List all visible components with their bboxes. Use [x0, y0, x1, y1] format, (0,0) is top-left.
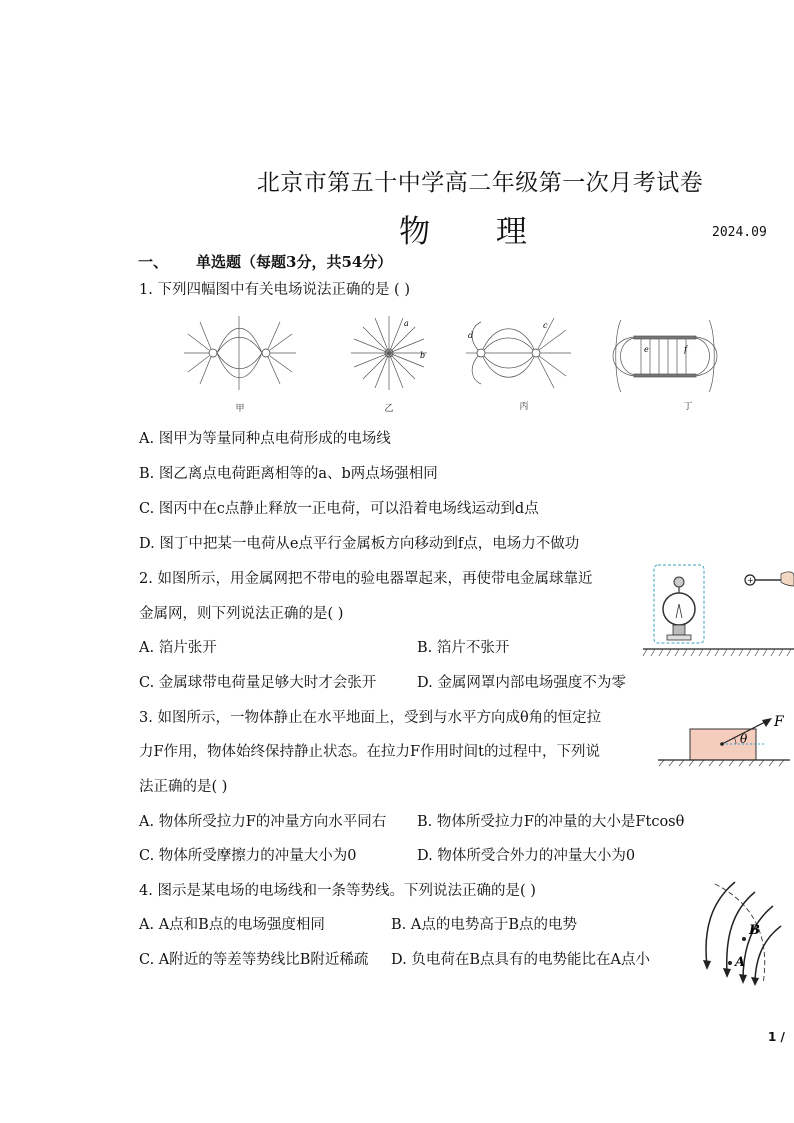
point-b-label: B [749, 923, 760, 938]
q1-option-b: B. 图乙离点电荷距离相等的a、b两点场强相同 [139, 466, 438, 482]
section-label: 单选题（每题3分，共54分） [196, 253, 393, 271]
q1-option-d: D. 图丁中把某一电荷从e点平行金属板方向移动到f点，电场力不做功 [139, 536, 580, 552]
q2-option-d: D. 金属网罩内部电场强度不为零 [417, 675, 626, 691]
q3-option-a: A. 物体所受拉力F的冲量方向水平同右 [139, 814, 387, 830]
q1-option-c: C. 图丙中在c点静止释放一正电荷，可以沿着电场线运动到d点 [139, 501, 539, 517]
figure-jia [184, 316, 296, 390]
fig-label-bing: 丙 [519, 402, 529, 412]
fig-label-yi: 乙 [384, 404, 394, 414]
fig-label-ding: 丁 [683, 402, 693, 412]
q3-figure-block [656, 710, 792, 772]
figure-yi [351, 316, 427, 390]
figure-bing [466, 318, 571, 388]
q3-option-c: C. 物体所受摩擦力的冲量大小为0 [139, 848, 357, 864]
q1-option-a: A. 图甲为等量同种点电荷形成的电场线 [139, 431, 391, 447]
q1-stem: 1. 下列四幅图中有关电场说法正确的是 ( ) [139, 282, 410, 298]
q1-figures [176, 312, 721, 402]
q2-figure-electroscope [643, 562, 794, 660]
q3-stem-line1: 3. 如图所示，一物体静止在水平地面上，受到与水平方向成θ角的恒定拉 [139, 710, 602, 726]
q2-stem-line1: 2. 如图所示，用金属网把不带电的验电器罩起来，再使带电金属球靠近 [139, 571, 593, 587]
point-a-label: A [735, 955, 746, 970]
q4-option-a: A. A点和B点的电场强度相同 [139, 917, 325, 933]
mark-a: a [404, 319, 409, 328]
q3-option-b: B. 物体所受拉力F的冲量的大小是Ftcosθ [417, 814, 685, 830]
q4-option-d: D. 负电荷在B点具有的电势能比在A点小 [391, 952, 650, 968]
exam-date: 2024.09 [712, 225, 767, 240]
svg-text:+: + [747, 576, 754, 585]
q2-option-c: C. 金属球带电荷量足够大时才会张开 [139, 675, 377, 691]
q4-option-b: B. A点的电势高于B点的电势 [391, 917, 577, 933]
exam-title: 北京市第五十中学高二年级第一次月考试卷 [256, 170, 704, 196]
q3-stem-line2: 力F作用，物体始终保持静止状态。在拉力F作用时间t的过程中，下列说 [139, 744, 600, 760]
fig-label-jia: 甲 [235, 404, 245, 414]
angle-label: θ [740, 732, 748, 746]
q4-figure-field-lines [697, 878, 785, 986]
mark-c: c [543, 321, 548, 330]
force-label: F [774, 714, 784, 730]
q2-stem-line2: 金属网，则下列说法正确的是( ) [139, 606, 344, 622]
section-heading [138, 251, 392, 272]
section-number: 一、 [138, 253, 169, 271]
subject-title: 物 理 [399, 214, 555, 250]
electroscope-jar [663, 593, 695, 625]
q3-option-d: D. 物体所受合外力的冲量大小为0 [417, 848, 636, 864]
page-number: 1 / [768, 1030, 785, 1044]
mark-b: b [420, 351, 426, 360]
q2-option-b: B. 箔片不张开 [417, 640, 510, 656]
mark-d: d [468, 331, 474, 340]
hand-icon [781, 572, 794, 586]
figure-ding [613, 320, 717, 392]
q4-option-c: C. A附近的等差等势线比B附近稀疏 [139, 952, 369, 968]
mark-f: f [684, 345, 687, 354]
mark-e: e [644, 345, 649, 354]
q2-option-a: A. 箔片张开 [139, 640, 217, 656]
q3-stem-line3: 法正确的是( ) [139, 779, 228, 795]
q4-stem: 4. 图示是某电场的电场线和一条等势线。下列说法正确的是( ) [139, 883, 536, 899]
